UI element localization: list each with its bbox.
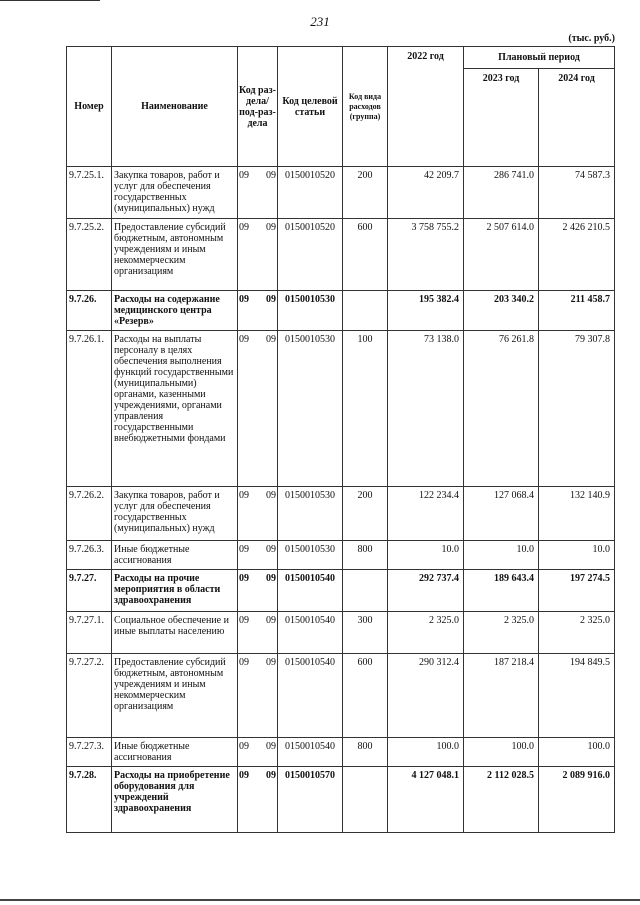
table-row xyxy=(67,167,615,219)
row-name: Расходы на содержание медицинского центра «Резерв» xyxy=(112,291,238,331)
row-podrazdel: 09 xyxy=(266,490,276,501)
row-razdel: 09 xyxy=(239,170,249,181)
row-expense-type xyxy=(343,570,388,612)
row-razdel: 09 xyxy=(239,573,249,584)
row-target-code: 0150010520 xyxy=(278,219,343,291)
row-expense-type: 600 xyxy=(343,654,388,738)
row-name: Закупка товаров, работ и услуг для обеспечения государственных (муниципальных) нужд xyxy=(112,167,238,219)
row-section-code xyxy=(238,331,278,487)
row-expense-type: 800 xyxy=(343,541,388,570)
row-value-2023: 100.0 xyxy=(464,738,539,767)
row-value-2022: 100.0 xyxy=(388,738,464,767)
row-expense-type xyxy=(343,767,388,833)
row-podrazdel: 09 xyxy=(266,544,276,555)
row-name: Расходы на приобретение оборудования для учреждений здравоохранения xyxy=(112,767,238,833)
row-value-2024: 211 458.7 xyxy=(539,291,615,331)
row-section-code xyxy=(238,570,278,612)
table-row xyxy=(67,570,615,612)
row-value-2022: 3 758 755.2 xyxy=(388,219,464,291)
table-row xyxy=(67,487,615,541)
row-podrazdel: 09 xyxy=(266,770,276,781)
row-expense-type: 200 xyxy=(343,487,388,541)
row-podrazdel: 09 xyxy=(266,741,276,752)
row-section-code xyxy=(238,219,278,291)
row-section-code xyxy=(238,291,278,331)
row-podrazdel: 09 xyxy=(266,170,276,181)
row-name: Иные бюджетные ассигнования xyxy=(112,738,238,767)
row-razdel: 09 xyxy=(239,294,249,305)
row-section-code xyxy=(238,767,278,833)
row-razdel: 09 xyxy=(239,222,249,233)
row-value-2024: 132 140.9 xyxy=(539,487,615,541)
table-row xyxy=(67,219,615,291)
row-podrazdel: 09 xyxy=(266,657,276,668)
row-value-2023: 76 261.8 xyxy=(464,331,539,487)
row-value-2024: 79 307.8 xyxy=(539,331,615,487)
row-value-2022: 2 325.0 xyxy=(388,612,464,654)
row-razdel: 09 xyxy=(239,615,249,626)
row-value-2022: 10.0 xyxy=(388,541,464,570)
row-expense-type: 300 xyxy=(343,612,388,654)
table-row xyxy=(67,612,615,654)
row-razdel: 09 xyxy=(239,657,249,668)
row-name: Расходы на выплаты персоналу в целях обеспечения выполнения функций государственными (муниципальными) органами, казенными учреждениями, органами управления государственными внебюджетными фондами xyxy=(112,331,238,487)
header-plan-period: Плановый период xyxy=(464,47,615,69)
row-value-2023: 10.0 xyxy=(464,541,539,570)
row-number: 9.7.26. xyxy=(67,291,112,331)
row-name: Расходы на прочие мероприятия в области здравоохранения xyxy=(112,570,238,612)
table-row xyxy=(67,291,615,331)
row-target-code: 0150010530 xyxy=(278,541,343,570)
row-name: Социальное обеспечение и иные выплаты населению xyxy=(112,612,238,654)
row-name: Предоставление субсидий бюджетным, автономным учреждениям и иным некоммерческим организациям xyxy=(112,219,238,291)
table-body xyxy=(67,167,615,833)
row-number: 9.7.28. xyxy=(67,767,112,833)
row-razdel: 09 xyxy=(239,770,249,781)
row-number: 9.7.25.1. xyxy=(67,167,112,219)
row-expense-type: 200 xyxy=(343,167,388,219)
row-name: Иные бюджетные ассигнования xyxy=(112,541,238,570)
row-section-code xyxy=(238,654,278,738)
row-razdel: 09 xyxy=(239,741,249,752)
row-value-2024: 74 587.3 xyxy=(539,167,615,219)
top-rule xyxy=(0,0,100,1)
row-expense-type: 600 xyxy=(343,219,388,291)
row-value-2023: 286 741.0 xyxy=(464,167,539,219)
row-section-code xyxy=(238,167,278,219)
row-value-2023: 2 112 028.5 xyxy=(464,767,539,833)
budget-table xyxy=(66,46,615,833)
row-section-code xyxy=(238,738,278,767)
row-value-2024: 197 274.5 xyxy=(539,570,615,612)
row-value-2024: 10.0 xyxy=(539,541,615,570)
row-section-code xyxy=(238,612,278,654)
header-expense-type-code: Код вида расходов (группа) xyxy=(343,47,388,167)
row-value-2023: 203 340.2 xyxy=(464,291,539,331)
row-razdel: 09 xyxy=(239,490,249,501)
row-value-2022: 122 234.4 xyxy=(388,487,464,541)
row-target-code: 0150010570 xyxy=(278,767,343,833)
row-section-code xyxy=(238,487,278,541)
row-expense-type: 100 xyxy=(343,331,388,487)
header-year-2022: 2022 год xyxy=(388,47,464,167)
row-target-code: 0150010540 xyxy=(278,738,343,767)
row-target-code: 0150010540 xyxy=(278,570,343,612)
row-number: 9.7.27.2. xyxy=(67,654,112,738)
row-value-2022: 290 312.4 xyxy=(388,654,464,738)
row-value-2022: 4 127 048.1 xyxy=(388,767,464,833)
table-row xyxy=(67,767,615,833)
row-value-2022: 195 382.4 xyxy=(388,291,464,331)
header-section-code: Код раз-дела/ под-раз-дела xyxy=(238,47,278,167)
row-number: 9.7.25.2. xyxy=(67,219,112,291)
row-podrazdel: 09 xyxy=(266,573,276,584)
row-value-2024: 2 089 916.0 xyxy=(539,767,615,833)
row-value-2022: 292 737.4 xyxy=(388,570,464,612)
row-value-2023: 187 218.4 xyxy=(464,654,539,738)
header-year-2024: 2024 год xyxy=(539,69,615,167)
header-year-2023: 2023 год xyxy=(464,69,539,167)
row-target-code: 0150010530 xyxy=(278,291,343,331)
page-number: 231 xyxy=(310,14,330,29)
row-value-2022: 42 209.7 xyxy=(388,167,464,219)
units-label: (тыс. руб.) xyxy=(568,33,615,44)
row-number: 9.7.27.1. xyxy=(67,612,112,654)
row-name: Закупка товаров, работ и услуг для обеспечения государственных (муниципальных) нужд xyxy=(112,487,238,541)
header-target-code: Код целевой статьи xyxy=(278,47,343,167)
row-target-code: 0150010520 xyxy=(278,167,343,219)
row-target-code: 0150010530 xyxy=(278,331,343,487)
row-target-code: 0150010540 xyxy=(278,612,343,654)
row-value-2024: 194 849.5 xyxy=(539,654,615,738)
row-razdel: 09 xyxy=(239,544,249,555)
table-row xyxy=(67,654,615,738)
table-row xyxy=(67,738,615,767)
row-value-2023: 189 643.4 xyxy=(464,570,539,612)
row-podrazdel: 09 xyxy=(266,615,276,626)
row-podrazdel: 09 xyxy=(266,334,276,345)
row-expense-type xyxy=(343,291,388,331)
header-name: Наименование xyxy=(112,47,238,167)
row-number: 9.7.27. xyxy=(67,570,112,612)
table-row xyxy=(67,331,615,487)
row-value-2023: 127 068.4 xyxy=(464,487,539,541)
row-value-2024: 2 325.0 xyxy=(539,612,615,654)
row-number: 9.7.26.1. xyxy=(67,331,112,487)
row-expense-type: 800 xyxy=(343,738,388,767)
row-podrazdel: 09 xyxy=(266,294,276,305)
table-row xyxy=(67,541,615,570)
bottom-rule xyxy=(0,899,640,901)
row-value-2023: 2 507 614.0 xyxy=(464,219,539,291)
row-razdel: 09 xyxy=(239,334,249,345)
row-number: 9.7.26.2. xyxy=(67,487,112,541)
row-number: 9.7.26.3. xyxy=(67,541,112,570)
row-number: 9.7.27.3. xyxy=(67,738,112,767)
row-value-2024: 2 426 210.5 xyxy=(539,219,615,291)
row-section-code xyxy=(238,541,278,570)
row-value-2022: 73 138.0 xyxy=(388,331,464,487)
row-value-2023: 2 325.0 xyxy=(464,612,539,654)
row-target-code: 0150010530 xyxy=(278,487,343,541)
row-value-2024: 100.0 xyxy=(539,738,615,767)
row-name: Предоставление субсидий бюджетным, автономным учреждениям и иным некоммерческим организациям xyxy=(112,654,238,738)
row-target-code: 0150010540 xyxy=(278,654,343,738)
row-podrazdel: 09 xyxy=(266,222,276,233)
header-number: Номер xyxy=(67,47,112,167)
